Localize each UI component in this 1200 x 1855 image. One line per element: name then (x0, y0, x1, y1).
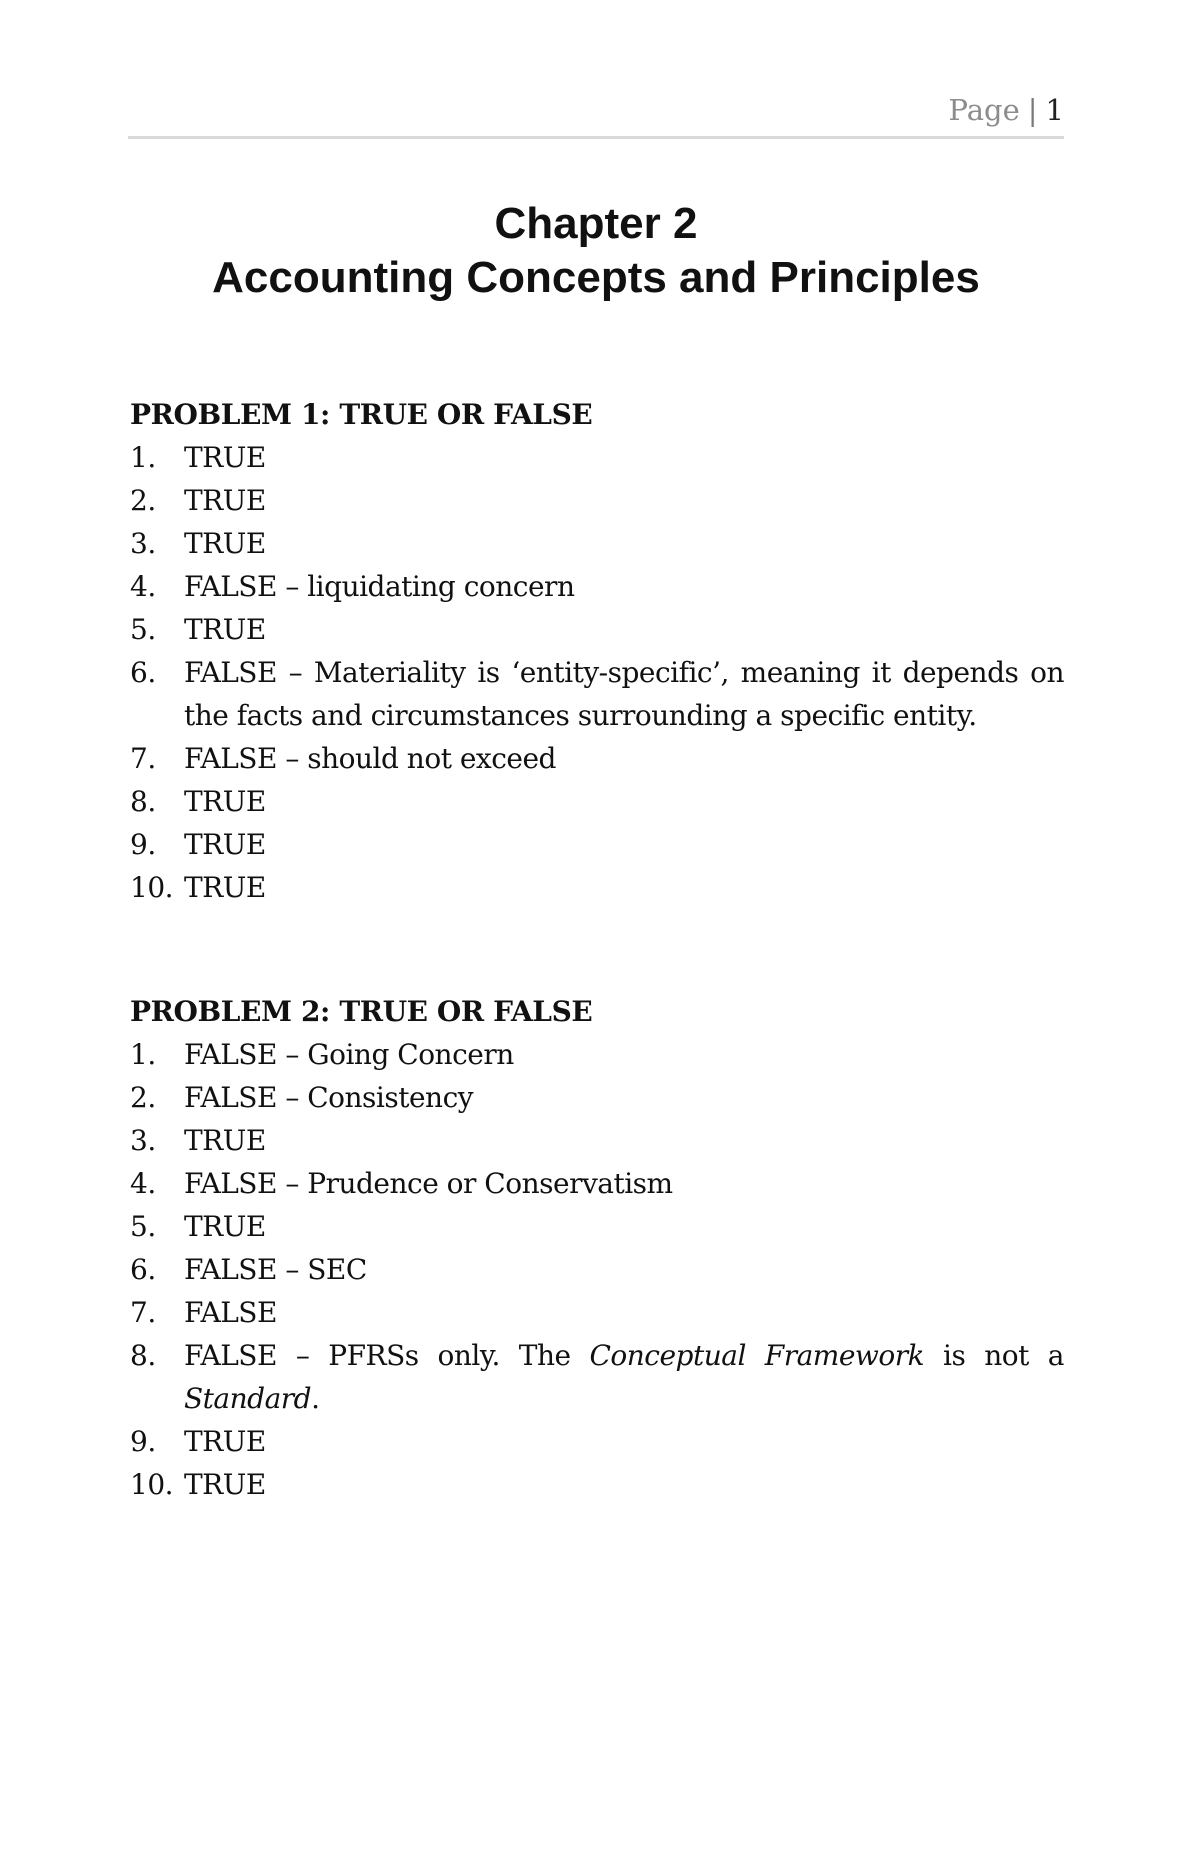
item-number: 9. (130, 1425, 156, 1458)
item-text: FALSE – Materiality is ‘entity-specific’, meaning it depends on the facts and circumstances surrounding a specific entity. (184, 656, 1064, 732)
item-number: 7. (130, 742, 156, 775)
problem-1-heading: PROBLEM 1: TRUE OR FALSE (130, 398, 593, 431)
item-text: TRUE (184, 871, 266, 904)
item-text: TRUE (184, 613, 266, 646)
item-text-italic: Standard (184, 1382, 312, 1415)
item-text: FALSE – liquidating concern (184, 570, 575, 603)
item-number: 2. (130, 484, 156, 517)
answer-item (130, 1334, 1064, 1420)
answer-item (130, 1420, 1064, 1463)
item-text-part: is not a (924, 1339, 1064, 1372)
answer-item (130, 1248, 1064, 1291)
item-number: 4. (130, 1167, 156, 1200)
page-separator: | (1027, 93, 1038, 127)
problem-2-heading: PROBLEM 2: TRUE OR FALSE (130, 995, 593, 1028)
item-number: 3. (130, 1124, 156, 1157)
answer-item (130, 436, 1064, 479)
item-text-part: FALSE – PFRSs only. The (184, 1339, 590, 1372)
answer-item (130, 1162, 1064, 1205)
item-text-italic: Conceptual Framework (589, 1339, 925, 1372)
item-text: TRUE (184, 1468, 266, 1501)
answer-item (130, 651, 1064, 737)
item-text: TRUE (184, 785, 266, 818)
item-text: FALSE – should not exceed (184, 742, 556, 775)
item-number: 1. (130, 441, 156, 474)
answer-item (130, 780, 1064, 823)
item-number: 4. (130, 570, 156, 603)
item-text: TRUE (184, 1425, 266, 1458)
answer-item (130, 522, 1064, 565)
item-text: FALSE – Going Concern (184, 1038, 514, 1071)
item-number: 6. (130, 1253, 156, 1286)
item-number: 6. (130, 656, 156, 689)
item-text: TRUE (184, 484, 266, 517)
answer-item (130, 1119, 1064, 1162)
item-text: TRUE (184, 441, 266, 474)
item-text: FALSE – Prudence or Conservatism (184, 1167, 673, 1200)
item-number: 10. (130, 1468, 174, 1501)
item-number: 8. (130, 785, 156, 818)
item-text: TRUE (184, 527, 266, 560)
answer-item (130, 479, 1064, 522)
item-text: FALSE – Consistency (184, 1081, 474, 1114)
page-number: 1 (1045, 93, 1064, 127)
problem-2-answers (130, 1033, 1064, 1506)
problem-1-answers (130, 436, 1064, 909)
item-number: 10. (130, 871, 174, 904)
chapter-number-title: Chapter 2 (494, 199, 698, 248)
item-text: FALSE (184, 1296, 277, 1329)
item-text (184, 1334, 1064, 1420)
item-number: 3. (130, 527, 156, 560)
item-text-part: . (311, 1382, 320, 1415)
answer-item (130, 1076, 1064, 1119)
problem-2-section (130, 991, 1064, 1506)
answer-item (130, 1291, 1064, 1334)
item-number: 5. (130, 613, 156, 646)
page-number-label (949, 92, 1064, 128)
answer-item (130, 1033, 1064, 1076)
page-header (128, 92, 1064, 139)
answer-item (130, 565, 1064, 608)
item-text: TRUE (184, 1124, 266, 1157)
item-number: 2. (130, 1081, 156, 1114)
problem-1-section (130, 394, 1064, 909)
answer-item (130, 1205, 1064, 1248)
item-text: TRUE (184, 828, 266, 861)
item-number: 1. (130, 1038, 156, 1071)
answer-item (130, 608, 1064, 651)
answer-item (130, 823, 1064, 866)
page-word: Page (948, 93, 1020, 127)
answer-item (130, 1463, 1064, 1506)
item-number: 9. (130, 828, 156, 861)
answer-item (130, 737, 1064, 780)
item-number: 8. (130, 1339, 156, 1372)
item-number: 5. (130, 1210, 156, 1243)
item-text: FALSE – SEC (184, 1253, 367, 1286)
item-text: TRUE (184, 1210, 266, 1243)
answer-item (130, 866, 1064, 909)
item-number: 7. (130, 1296, 156, 1329)
chapter-title: Accounting Concepts and Principles (212, 253, 980, 302)
